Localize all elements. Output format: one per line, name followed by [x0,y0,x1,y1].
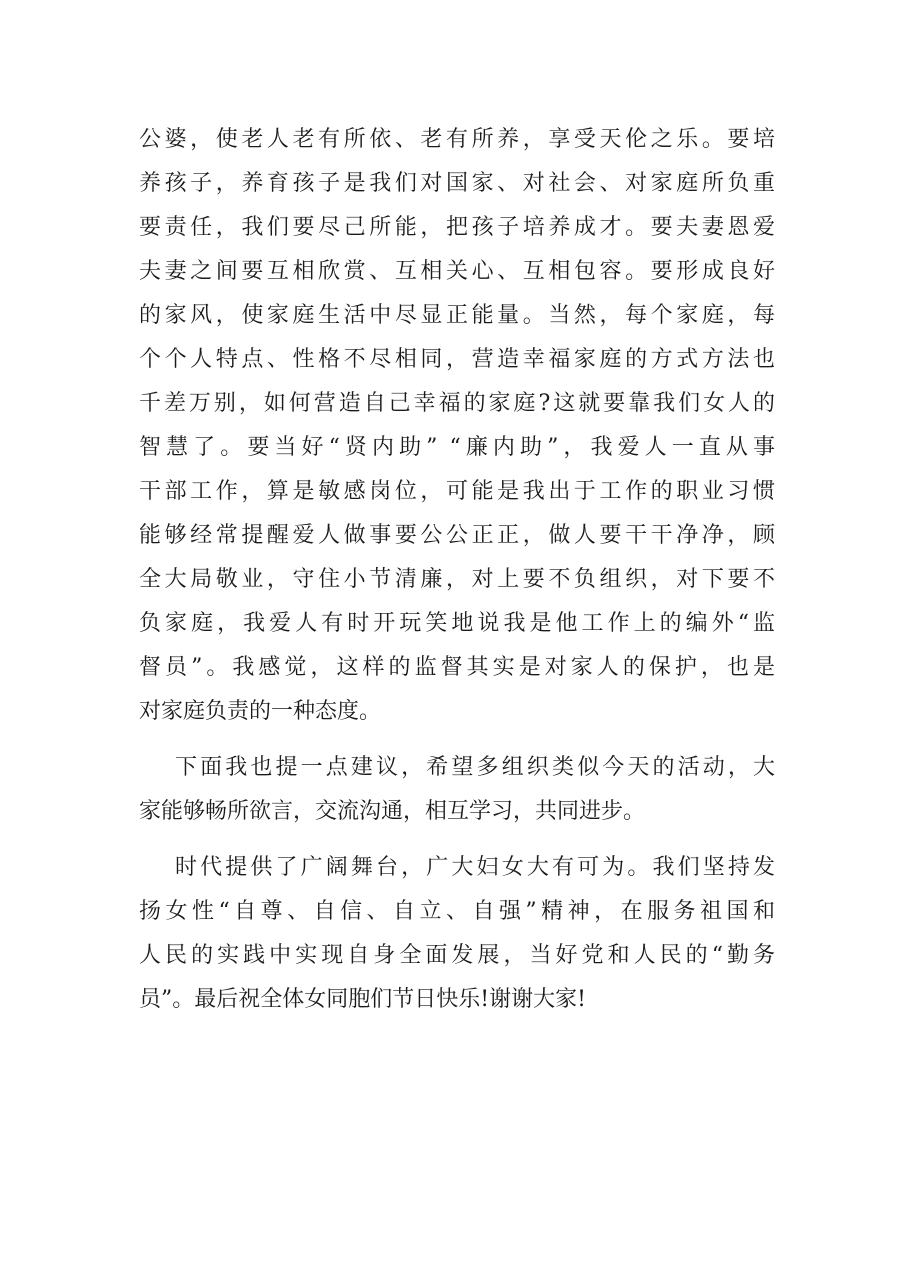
text-line: 时代提供了广阔舞台，广大妇女大有可为。我们坚持发 [175,855,775,880]
text-line: 个个人特点、性格不尽相同，营造幸福家庭的方式方法也 [139,347,775,372]
paragraph-family-roles [139,118,775,734]
text-line: 智慧了。要当好“贤内助” “廉内助”，我爱人一直从事 [139,435,775,460]
text-line: 全大局敬业，守住小节清廉，对上要不负组织，对下要不 [139,567,775,592]
text-line: 公婆，使老人老有所依、老有所养，享受天伦之乐。要培 [139,127,775,152]
text-line: 能够经常提醒爱人做事要公公正正，做人要干干净净，顾 [139,523,775,548]
paragraph-closing [139,846,775,1022]
text-line: 扬女性“自尊、自信、自立、自强”精神，在服务祖国和 [139,899,775,924]
text-line: 要责任，我们要尽己所能，把孩子培养成才。要夫妻恩爱 [139,215,775,240]
paragraph-suggestion [139,746,775,834]
text-line: 家能够畅所欲言，交流沟通，相互学习，共同进步。 [139,799,646,824]
text-line: 千差万别，如何营造自己幸福的家庭?这就要靠我们女人的 [139,391,775,416]
text-line: 员”。最后祝全体女同胞们节日快乐!谢谢大家! [139,987,586,1012]
text-line: 的家风，使家庭生活中尽显正能量。当然，每个家庭，每 [139,303,775,328]
document-body [139,118,775,1034]
text-line: 人民的实践中实现自身全面发展，当好党和人民的“勤务 [139,943,775,968]
text-line: 负家庭，我爱人有时开玩笑地说我是他工作上的编外“监 [139,611,775,636]
text-line: 干部工作，算是敏感岗位，可能是我出于工作的职业习惯 [139,479,775,504]
text-line: 督员”。我感觉，这样的监督其实是对家人的保护，也是 [139,655,775,680]
text-line: 下面我也提一点建议，希望多组织类似今天的活动，大 [175,755,775,780]
text-line: 夫妻之间要互相欣赏、互相关心、互相包容。要形成良好 [139,259,775,284]
text-line: 对家庭负责的一种态度。 [139,699,382,724]
text-line: 养孩子，养育孩子是我们对国家、对社会、对家庭所负重 [139,171,775,196]
